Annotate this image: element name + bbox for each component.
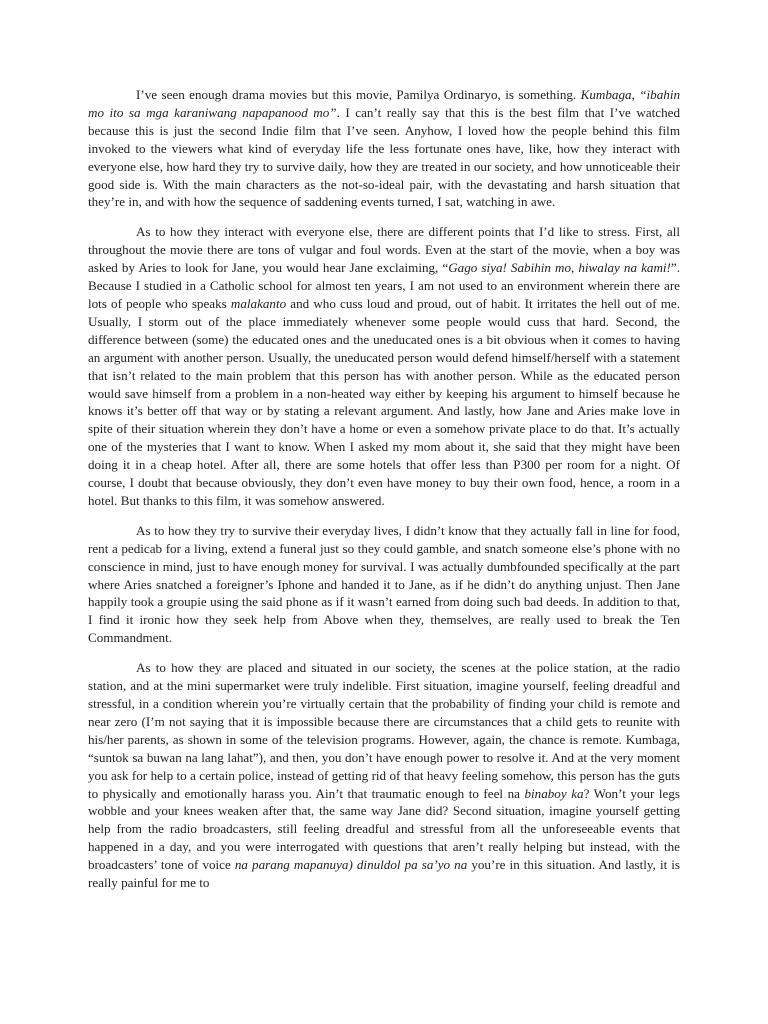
italic-phrase: Kumbaga, “ibahin mo ito sa mga karaniwang napapanood mo” (88, 87, 680, 120)
paragraph-1 (88, 86, 680, 211)
text-run: you’re in this situation. And lastly, it is really painful for me to (88, 857, 681, 891)
text-run: . I can’t really say that this is the best film that I’ve watched because this is just the second Indie film that I’ve seen. Anyhow, I loved how the people behind this film invoked to the viewers what kind of everyday life the less fortunate ones have, like, how they interact with everyone else, how hard they try to survive daily, how they are treated in our society, and how unnoticeable their good side is. With the main characters as the not-so-ideal pair, with the devastating and harsh situation that they’re in, and with how the sequence of saddening events turned, I sat, watching in awe. (88, 104, 680, 210)
paragraph-4 (88, 659, 680, 892)
paragraph-3 (88, 522, 680, 647)
italic-phrase: malakanto (230, 295, 287, 311)
text-run: As to how they interact with everyone else, there are different points that I’d like to stress. First, all throughout the movie there are tons of vulgar and foul words. Even at the start of the movie, when a boy was asked by Aries to look for Jane, you would hear Jane exclaiming, “ (88, 224, 680, 276)
italic-phrase: Gago siya! Sabihin mo, hiwalay na kami! (448, 260, 671, 276)
text-run: As to how they are placed and situated in our society, the scenes at the police station, at the radio station, and at the mini supermarket were truly indelible. First situation, imagine yourself, feeling dreadful and stressful, in a condition wherein you’re virtually certain that the probability of finding your child is remote and near zero (I’m not saying that it is impossible because there are circumstances that a child gets to reunite with his/her parents, as shown in some of the television programs. However, again, the chance is remote. Kumbaga, “suntok sa buwan na lang lahat”), and then, you don’t have enough power to resolve it. And at the very moment you ask for help to a certain police, instead of getting rid of that heavy feeling somehow, this person has the guts to physically and emotionally harass you. Ain’t that traumatic enough to feel na (88, 660, 680, 801)
text-run: and who cuss loud and proud, out of habit. It irritates the hell out of me. Usually, I storm out of the place immediately whenever some people would cuss that hard. Second, the difference between (some) the educated ones and the uneducated ones is a bit obvious when it comes to having an argument with another person. Usually, the uneducated person would defend himself/herself with a statement that isn’t related to the main problem that this person has with another person. While as the educated person would save himself from a problem in a non-heated way either by keeping his argument to himself because he knows it’s better off that way or by stating a relevant argument. And lastly, how Jane and Aries make love in spite of their situation wherein they don’t have a home or even a somehow private place to do that. It’s actually one of the mysteries that I want to know. When I asked my mom about it, she said that they might have been doing it in a cheap hotel. After all, there are some hotels that offer less than P300 per room for a night. Of course, I doubt that because obviously, they don’t even have money to buy their own food, hence, a room in a hotel. But thanks to this film, it was somehow answered. (88, 295, 680, 508)
italic-phrase: binaboy ka (524, 785, 584, 801)
text-run: ? Won’t your legs wobble and your knees weaken after that, the same way Jane did? Second situation, imagine yourself getting help from the radio broadcasters, still feeling dreadful and stressful from all the unforeseeable events that happened in a day, and you were interrogated with questions that aren’t really helping but instead, with the broadcasters’ tone of voice (88, 785, 680, 873)
text-run: As to how they try to survive their everyday lives, I didn’t know that they actually fall in line for food, rent a pedicab for a living, extend a funeral just so they could gamble, and snatch someone else’s phone with no conscience in mind, just to have enough money for survival. I was actually dumbfounded specifically at the part where Aries snatched a foreigner’s Iphone and handed it to Jane, as if he didn’t do anything unjust. Then Jane happily took a groupie using the said phone as if it wasn’t earned from doing such bad deeds. In addition to that, I find it ironic how they seek help from Above when they, themselves, are really used to break the Ten Commandment. (88, 522, 680, 646)
italic-phrase: na parang mapanuya) dinuldol pa sa’yo na (234, 857, 468, 873)
text-run: ”. Because I studied in a Catholic school for almost ten years, I am not used to an environment wherein there are lots of people who speaks (88, 260, 680, 311)
paragraph-2 (88, 223, 680, 510)
text-run: I’ve seen enough drama movies but this movie, Pamilya Ordinaryo, is something. (136, 87, 581, 102)
